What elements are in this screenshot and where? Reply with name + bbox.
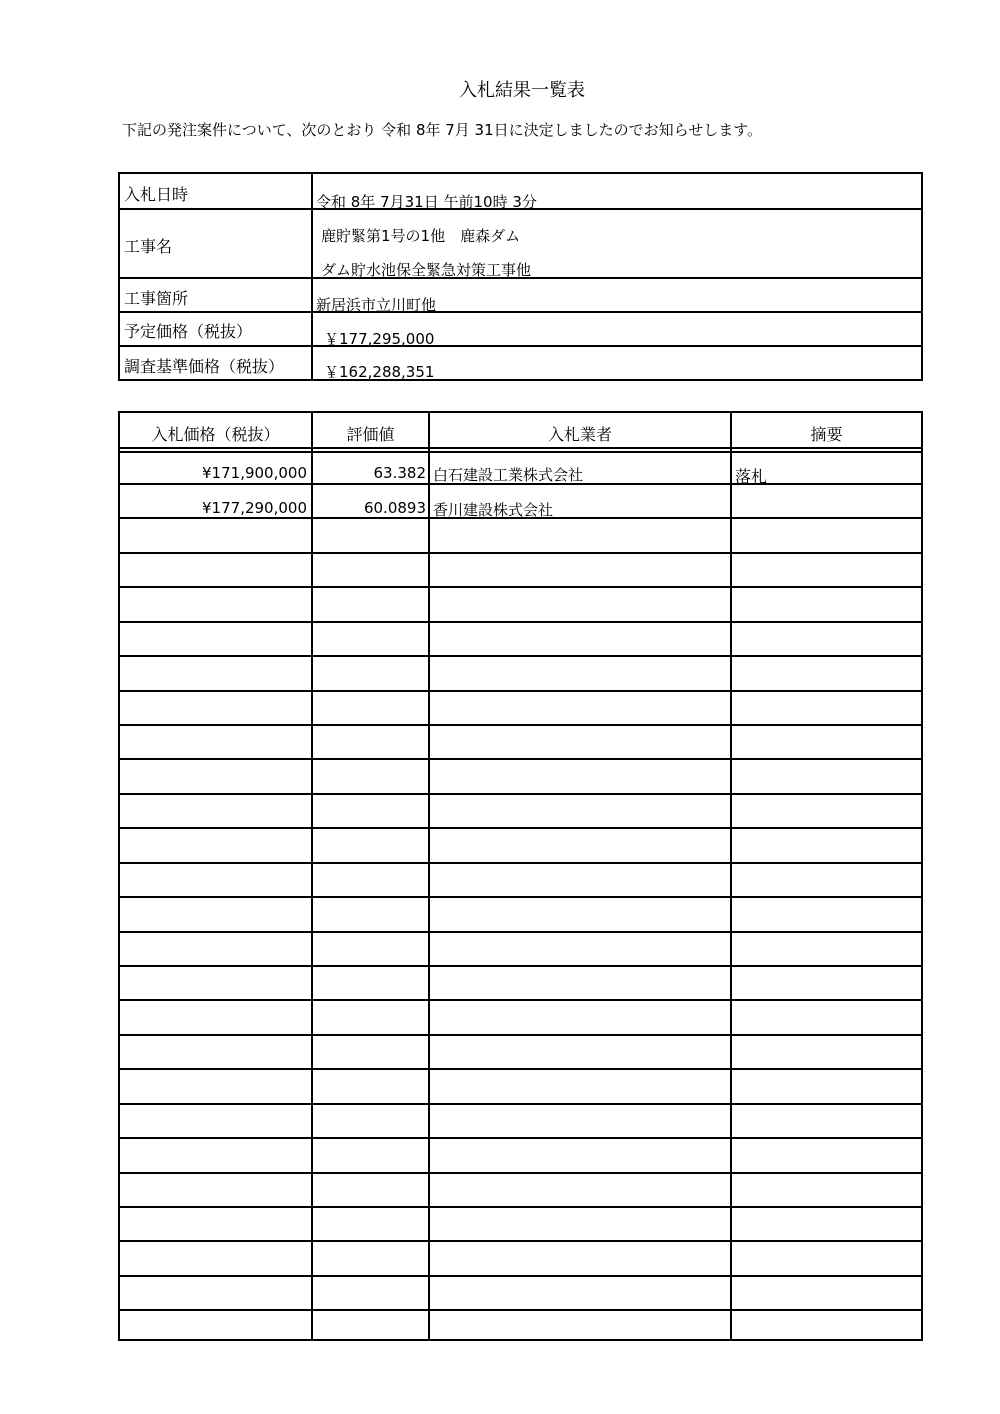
results-row-divider bbox=[120, 621, 921, 623]
results-row-divider bbox=[120, 1275, 921, 1277]
bidder-cell: 香川建設株式会社 bbox=[433, 501, 554, 519]
info-row-divider bbox=[120, 311, 921, 313]
results-row-divider bbox=[120, 724, 921, 726]
evaluation-score-cell: 60.0893 bbox=[363, 499, 426, 517]
project-name-line2: ダム貯水池保全緊急対策工事他 bbox=[321, 261, 532, 279]
project-location-value: 新居浜市立川町他 bbox=[316, 296, 437, 314]
results-row-divider bbox=[120, 931, 921, 933]
planned-price-value: ￥177,295,000 bbox=[324, 330, 435, 348]
bid-info-table bbox=[118, 172, 923, 381]
bid-results-table bbox=[118, 411, 923, 1341]
results-row-divider bbox=[120, 451, 921, 453]
info-row-divider bbox=[120, 345, 921, 347]
page-title: 入札結果一覧表 bbox=[459, 80, 585, 101]
survey-base-price-value: ￥162,288,351 bbox=[324, 363, 435, 381]
results-row-divider bbox=[120, 1309, 921, 1311]
header-bidder: 入札業者 bbox=[547, 425, 612, 444]
results-row-divider bbox=[120, 655, 921, 657]
project-name-line1: 鹿貯緊第1号の1他 鹿森ダム bbox=[321, 227, 521, 245]
results-row-divider bbox=[120, 1240, 921, 1242]
intro-text: 下記の発注案件について、次のとおり 令和 8年 7月 31日に決定しましたのでお知らせします。 bbox=[122, 121, 763, 139]
results-row-divider bbox=[120, 690, 921, 692]
bid-price-cell: ¥171,900,000 bbox=[202, 464, 307, 482]
project-name-label: 工事名 bbox=[124, 237, 173, 256]
results-row-divider bbox=[120, 447, 921, 449]
results-row-divider bbox=[120, 1206, 921, 1208]
evaluation-score-cell: 63.382 bbox=[373, 464, 426, 482]
results-row-divider bbox=[120, 965, 921, 967]
header-remarks: 摘要 bbox=[810, 425, 843, 444]
results-row-divider bbox=[120, 552, 921, 554]
results-row-divider bbox=[120, 1137, 921, 1139]
results-row-divider bbox=[120, 862, 921, 864]
results-row-divider bbox=[120, 896, 921, 898]
results-row-divider bbox=[120, 758, 921, 760]
results-row-divider bbox=[120, 1068, 921, 1070]
planned-price-label: 予定価格（税抜） bbox=[124, 322, 253, 341]
results-row-divider bbox=[120, 1103, 921, 1105]
results-row-divider bbox=[120, 999, 921, 1001]
header-evaluation-score: 評価値 bbox=[346, 425, 395, 444]
results-row-divider bbox=[120, 586, 921, 588]
bid-date-label: 入札日時 bbox=[124, 185, 189, 204]
results-row-divider bbox=[120, 1172, 921, 1174]
bid-price-cell: ¥177,290,000 bbox=[202, 499, 307, 517]
header-bid-price: 入札価格（税抜） bbox=[151, 425, 280, 444]
survey-base-price-label: 調査基準価格（税抜） bbox=[124, 357, 285, 376]
bidder-cell: 白石建設工業株式会社 bbox=[433, 466, 584, 484]
results-row-divider bbox=[120, 827, 921, 829]
results-row-divider bbox=[120, 793, 921, 795]
bid-date-value: 令和 8年 7月31日 午前10時 3分 bbox=[316, 193, 537, 211]
results-row-divider bbox=[120, 1034, 921, 1036]
project-location-label: 工事箇所 bbox=[124, 289, 189, 308]
remarks-cell: 落札 bbox=[735, 467, 768, 486]
